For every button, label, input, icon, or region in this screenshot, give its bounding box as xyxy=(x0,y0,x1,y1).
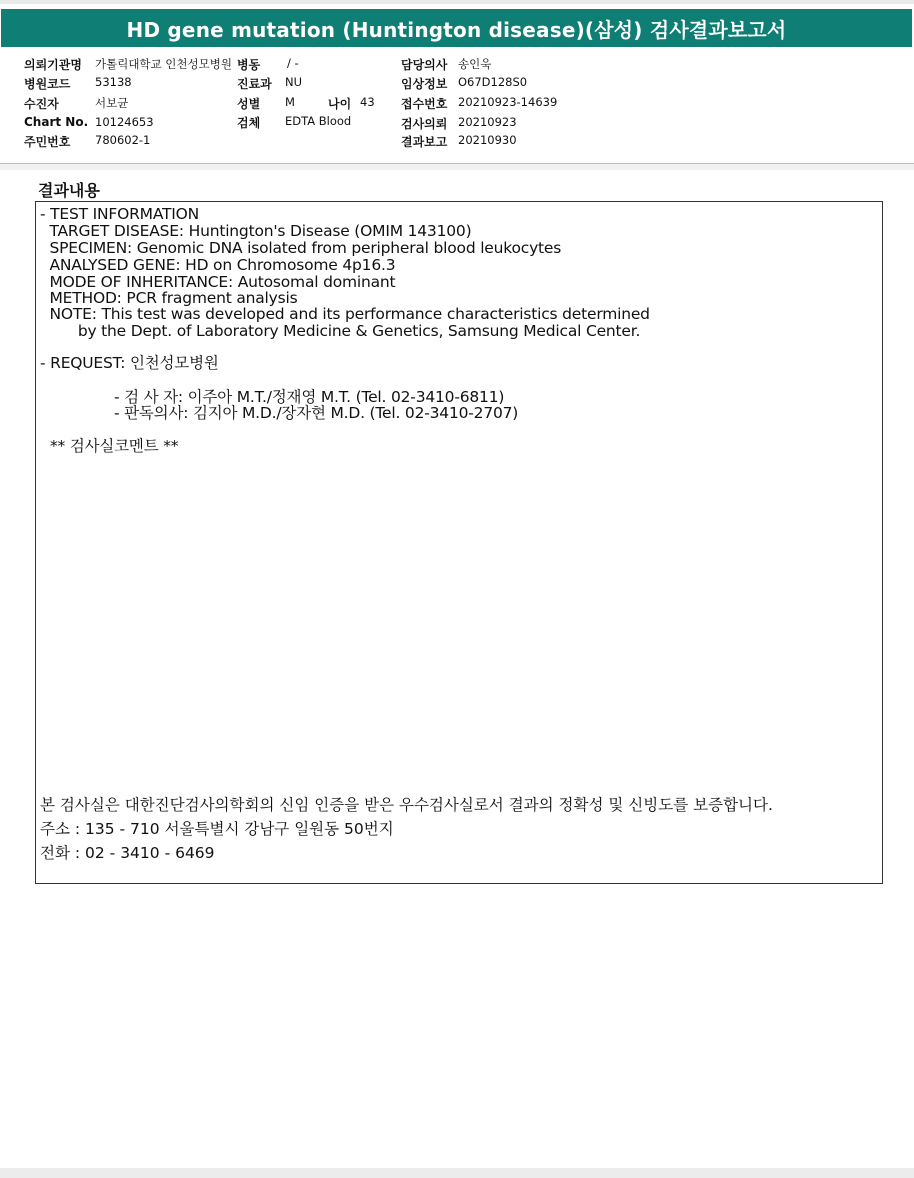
specimen-label: 검체 xyxy=(237,116,261,130)
hospital-code-label: 병원코드 xyxy=(24,77,71,91)
clinical-info-label: 임상정보 xyxy=(401,77,448,91)
section-title: 결과내용 xyxy=(38,181,100,200)
reader-line: - 판독의사: 김지아 M.D./장자현 M.D. (Tel. 02-3410-2707) xyxy=(114,404,519,422)
accession-label: 접수번호 xyxy=(401,97,448,111)
header-divider-shade xyxy=(0,164,914,170)
specimen-value: EDTA Blood xyxy=(285,114,352,128)
physician-label: 담당의사 xyxy=(401,58,448,72)
ward-label: 병동 xyxy=(237,58,261,72)
resident-no-label: 주민번호 xyxy=(24,135,71,149)
result-line: TARGET DISEASE: Huntington's Disease (OMIM 143100) xyxy=(40,222,472,240)
department-label: 진료과 xyxy=(237,77,272,91)
phone-line: 전화 : 02 - 3410 - 6469 xyxy=(40,844,215,862)
result-line: METHOD: PCR fragment analysis xyxy=(40,289,298,307)
clinical-info-value: O67D128S0 xyxy=(458,75,528,89)
patient-info-header xyxy=(0,52,914,162)
sex-value: M xyxy=(285,95,295,109)
patient-label: 수진자 xyxy=(24,97,59,111)
lab-comment-heading: ** 검사실코멘트 ** xyxy=(50,437,179,455)
result-line: NOTE: This test was developed and its performance characteristics determined xyxy=(40,305,650,323)
physician-value: 송인욱 xyxy=(458,57,492,71)
age-value: 43 xyxy=(360,95,375,109)
result-content-box xyxy=(35,201,883,884)
ward-value: / - xyxy=(287,56,299,70)
request-date-value: 20210923 xyxy=(458,115,517,129)
address-line: 주소 : 135 - 710 서울특별시 강남구 일원동 50번지 xyxy=(40,820,394,838)
age-label: 나이 xyxy=(328,97,352,111)
accreditation-note: 본 검사실은 대한진단검사의학회의 신임 인증을 받은 우수검사실로서 결과의 정확성 및 신빙도를 보증합니다. xyxy=(40,796,773,814)
report-date-label: 결과보고 xyxy=(401,135,448,149)
top-border xyxy=(0,0,914,4)
department-value: NU xyxy=(285,75,303,89)
request-date-label: 검사의뢰 xyxy=(401,117,448,131)
result-line: - TEST INFORMATION xyxy=(40,205,200,223)
report-title: HD gene mutation (Huntington disease)(삼성) 검사결과보고서 xyxy=(1,9,912,47)
institution-label: 의뢰기관명 xyxy=(24,58,82,72)
chart-no-label: Chart No. xyxy=(24,115,89,129)
chart-no-value: 10124653 xyxy=(95,115,154,129)
institution-value: 가톨릭대학교 인천성모병원 xyxy=(95,57,232,71)
sex-label: 성별 xyxy=(237,97,261,111)
result-line: ANALYSED GENE: HD on Chromosome 4p16.3 xyxy=(40,256,396,274)
accession-value: 20210923-14639 xyxy=(458,95,558,109)
hospital-code-value: 53138 xyxy=(95,75,132,89)
result-line: SPECIMEN: Genomic DNA isolated from peripheral blood leukocytes xyxy=(40,239,562,257)
patient-value: 서보균 xyxy=(95,96,129,110)
bottom-border xyxy=(0,1168,914,1178)
resident-no-value: 780602-1 xyxy=(95,133,151,147)
report-date-value: 20210930 xyxy=(458,133,517,147)
request-line: - REQUEST: 인천성모병원 xyxy=(40,354,219,372)
tester-line: - 검 사 자: 이주아 M.T./정재영 M.T. (Tel. 02-3410-6811) xyxy=(114,388,505,406)
result-line: MODE OF INHERITANCE: Autosomal dominant xyxy=(40,273,396,291)
result-line: by the Dept. of Laboratory Medicine & Genetics, Samsung Medical Center. xyxy=(40,322,641,340)
